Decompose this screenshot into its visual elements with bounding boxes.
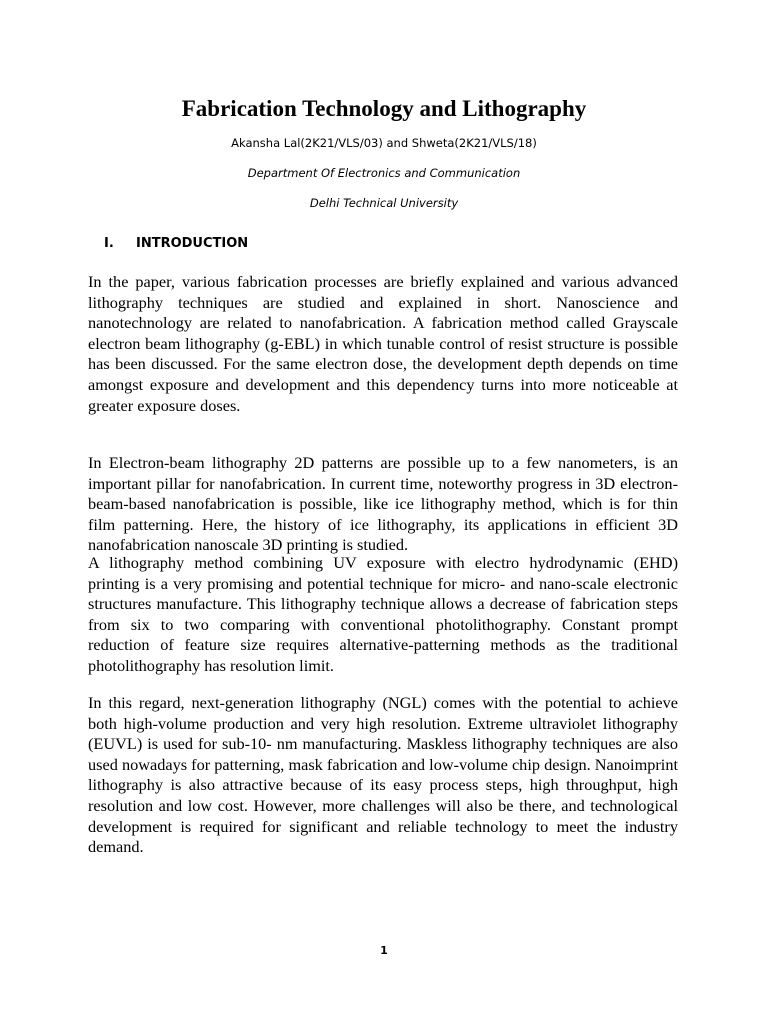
author-line: Akansha Lal(2K21/VLS/03) and Shweta(2K21/VLS/18) <box>231 136 537 150</box>
paragraph: In this regard, next-generation lithography (NGL) comes with the potential to achieve both high-volume production and very high resolution. Extreme ultraviolet lithography (EUVL) is used for sub-10- nm manufacturing. Maskless lithography techniques are also used nowadays for patterning, mask fabrication and low-volume chip design. Nanoimprint lithography is also attractive because of its easy process steps, high throughput, high resolution and low cost. However, more challenges will also be there, and technological development is required for significant and reliable technology to meet the industry demand. <box>88 693 678 857</box>
university-line: Delhi Technical University <box>309 196 459 210</box>
paper-title: Fabrication Technology and Lithography <box>181 96 587 121</box>
paragraph: A lithography method combining UV exposure with electro hydrodynamic (EHD) printing is a very promising and potential technique for micro- and nano-scale electronic structures manufacture. This lithography technique allows a decrease of fabrication steps from six to two comparing with conventional photolithography. Constant prompt reduction of feature size requires alternative-patterning methods as the traditional photolithography has resolution limit. <box>88 553 678 675</box>
paragraph: In the paper, various fabrication processes are briefly explained and various advanced lithography techniques are studied and explained in short. Nanoscience and nanotechnology are related to nanofabrication. A fabrication method called Grayscale electron beam lithography (g-EBL) in which tunable control of resist structure is possible has been discussed. For the same electron dose, the development depth depends on time amongst exposure and development and this dependency turns into more noticeable at greater exposure doses. <box>88 272 678 415</box>
department-line: Department Of Electronics and Communication <box>247 166 521 180</box>
page-number: 1 <box>380 944 388 957</box>
section-number: I. <box>104 236 114 251</box>
section-heading <box>104 235 248 253</box>
paragraph: In Electron-beam lithography 2D patterns are possible up to a few nanometers, is an important pillar for nanofabrication. In current time, noteworthy progress in 3D electron-beam-based nanofabrication is possible, like ice lithography method, which is for thin film patterning. Here, the history of ice lithography, its applications in efficient 3D nanofabrication nanoscale 3D printing is studied. <box>88 453 678 555</box>
section-title: INTRODUCTION <box>136 236 249 251</box>
